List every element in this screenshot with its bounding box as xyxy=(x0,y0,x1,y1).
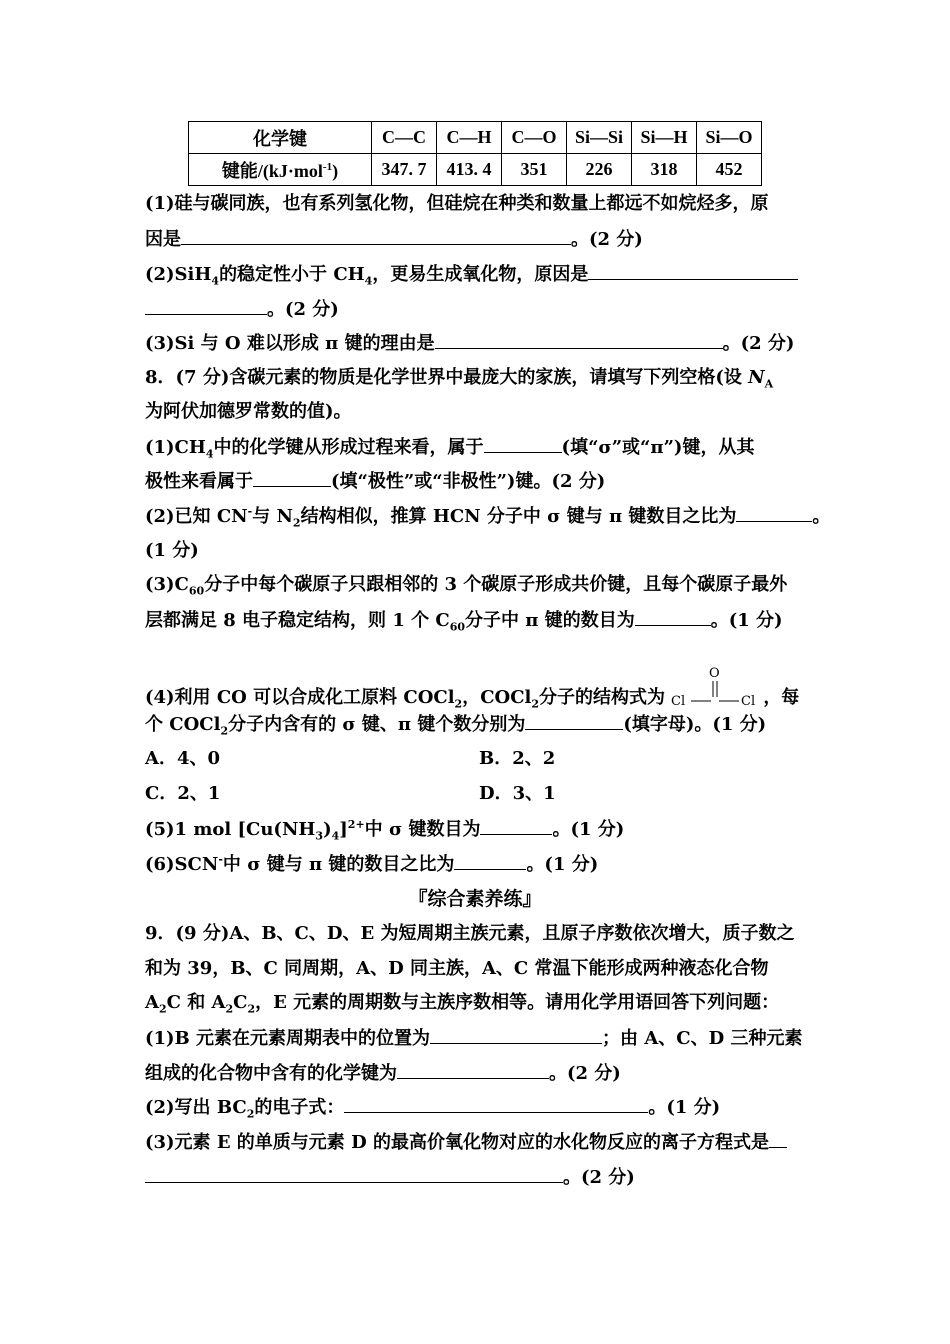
text: 与 N xyxy=(252,506,293,527)
answer-blank[interactable] xyxy=(769,1131,787,1148)
text: ，每 xyxy=(763,687,800,708)
answer-blank[interactable] xyxy=(397,1062,549,1079)
text: 分子内含有的 σ 键、π 键个数分别为 xyxy=(228,714,526,735)
table-cell: Si—Si xyxy=(567,122,632,154)
text: (5)1 mol [Cu(NH xyxy=(145,819,316,840)
text: 中的化学键从形成过程来看，属于 xyxy=(213,437,484,458)
text: (1 分) xyxy=(145,540,199,561)
text: N xyxy=(748,367,765,388)
subscript: 3 xyxy=(315,829,324,843)
text: 中 σ 键与 π 键的数目之比为 xyxy=(222,854,455,875)
subscript: 2 xyxy=(246,1107,255,1121)
text: 分子中每个碳原子只跟相邻的 3 个碳原子形成共价键，且每个碳原子最外 xyxy=(204,574,788,595)
table-cell: Si—H xyxy=(632,122,697,154)
subscript: 60 xyxy=(188,584,205,598)
text: ；由 A、C、D 三种元素 xyxy=(602,1028,803,1049)
question-line xyxy=(145,332,794,355)
cocl2-structure-diagram xyxy=(671,666,763,718)
text: (2)已知 CN xyxy=(145,506,248,527)
text: (1)硅与碳同族，也有系列氢化物，但硅烷在种类和数量上都远不如烷烃多，原 xyxy=(145,193,769,214)
question-line xyxy=(145,367,773,389)
bond-energy-table xyxy=(188,121,762,186)
table-cell: 226 xyxy=(567,154,632,186)
text: (3)Si 与 O 难以形成 π 键的理由是 xyxy=(145,333,435,354)
text: 。(1 分) xyxy=(710,610,783,631)
text: 和为 39，B、C 同周期，A、D 同主族，A、C 常温下能形成两种液态化合物 xyxy=(145,958,769,979)
text: 。(2 分) xyxy=(549,1063,621,1084)
subscript: 4 xyxy=(331,829,340,843)
table-cell: 413. 4 xyxy=(437,154,502,186)
text: 的电子式： xyxy=(254,1097,345,1118)
text: 。(1 分) xyxy=(552,819,625,840)
text: (3)元素 E 的单质与元素 D 的最高价氧化物对应的水化物反应的离子方程式是 xyxy=(145,1132,769,1153)
answer-blank[interactable] xyxy=(736,505,812,522)
question-line xyxy=(145,1166,635,1189)
subscript: A xyxy=(764,377,774,391)
subscript: 2 xyxy=(292,516,301,530)
question-line xyxy=(145,1027,802,1050)
text: (6)SCN xyxy=(145,854,219,875)
answer-blank[interactable] xyxy=(430,1027,602,1044)
text: ，更易生成氧化物，原因是 xyxy=(372,264,589,285)
question-line xyxy=(145,574,787,596)
subscript: 2 xyxy=(247,1002,256,1016)
text: 8．(7 分)含碳元素的物质是化学世界中最庞大的家族，请填写下列空格(设 xyxy=(145,367,749,388)
question-line xyxy=(145,666,800,718)
question-line xyxy=(145,1096,720,1119)
text: (4)利用 CO 可以合成化工原料 COCl xyxy=(145,687,455,708)
table-header-cell: 化学键 xyxy=(189,122,372,154)
text: 结构相似，推算 HCN 分子中 σ 键与 π 键数目之比为 xyxy=(300,506,737,527)
answer-blank[interactable] xyxy=(344,1096,648,1113)
text: 。(2 分) xyxy=(267,299,339,320)
text: ] xyxy=(339,819,348,840)
question-line xyxy=(145,228,643,251)
table-cell: C—C xyxy=(372,122,437,154)
text: 。(2 分) xyxy=(722,333,795,354)
text: (填字母)。(1 分) xyxy=(623,714,767,735)
text: 。(2 分) xyxy=(563,1167,635,1188)
question-line xyxy=(145,923,794,945)
table-cell: C—H xyxy=(437,122,502,154)
text: (3)C xyxy=(145,574,189,595)
answer-blank[interactable] xyxy=(454,853,526,870)
subscript: 2 xyxy=(220,724,229,738)
superscript: -1 xyxy=(322,160,333,173)
subscript: 2 xyxy=(225,1002,234,1016)
table-row xyxy=(189,122,762,154)
question-line xyxy=(145,818,624,841)
text: 的稳定性小于 CH xyxy=(219,264,365,285)
text: (2)写出 BC xyxy=(145,1097,247,1118)
label-text: 键能/(kJ·mol xyxy=(221,160,323,181)
section-title: 『综合素养练』 xyxy=(408,888,542,910)
subscript: 4 xyxy=(205,447,214,461)
text: 分子的结构式为 xyxy=(539,687,666,708)
question-line xyxy=(145,298,339,321)
text: 个 COCl xyxy=(145,714,221,735)
answer-blank[interactable] xyxy=(484,436,562,453)
subscript: 2 xyxy=(531,697,540,711)
question-line xyxy=(145,713,766,736)
subscript: 4 xyxy=(364,274,373,288)
question-line xyxy=(145,401,352,423)
struct-oxygen: O xyxy=(709,666,720,681)
question-line xyxy=(145,992,779,1014)
table-cell: 318 xyxy=(632,154,697,186)
answer-blank[interactable] xyxy=(525,713,623,730)
answer-blank[interactable] xyxy=(588,263,798,280)
subscript: 2 xyxy=(158,1002,167,1016)
text: (2)SiH xyxy=(145,264,212,285)
struct-chlorine-left: Cl xyxy=(671,694,686,709)
text: 因是 xyxy=(145,229,181,250)
text: A xyxy=(145,992,159,1013)
question-line xyxy=(145,263,798,286)
table-cell: Si—O xyxy=(697,122,762,154)
superscript: 2+ xyxy=(347,818,365,831)
table-cell: C—O xyxy=(502,122,567,154)
text: (1)CH xyxy=(145,437,206,458)
question-line xyxy=(145,470,605,493)
text: C xyxy=(233,992,248,1013)
option-d[interactable]: D．3、1 xyxy=(479,783,556,804)
text: ，E 元素的周期数与主族序数相等。请用化学用语回答下列问题： xyxy=(255,992,780,1013)
text: (填“σ”或“π”)键，从其 xyxy=(561,437,755,458)
option-c[interactable]: C．2、1 xyxy=(145,783,221,804)
answer-blank[interactable] xyxy=(181,228,571,245)
struct-chlorine-right: Cl xyxy=(741,694,756,709)
subscript: 2 xyxy=(454,697,463,711)
answer-blank[interactable] xyxy=(480,818,552,835)
superscript: - xyxy=(218,853,223,866)
text: 分子中 π 键的数目为 xyxy=(465,610,635,631)
text: ) xyxy=(323,819,332,840)
question-line xyxy=(145,609,783,632)
question-line xyxy=(145,958,769,980)
text: 。(1 分) xyxy=(526,854,599,875)
table-row xyxy=(189,154,762,186)
text: 。 xyxy=(812,506,831,527)
text: 9．(9 分)A、B、C、D、E 为短周期主族元素，且原子序数依次增大，质子数之 xyxy=(145,923,795,944)
text: 极性来看属于 xyxy=(145,471,253,492)
question-line xyxy=(145,853,598,876)
answer-blank[interactable] xyxy=(145,1166,563,1183)
question-line xyxy=(145,1131,787,1154)
text: 。(2 分) xyxy=(571,229,643,250)
text: (填“极性”或“非极性”)键。(2 分) xyxy=(331,471,606,492)
option-b[interactable]: B．2、2 xyxy=(479,748,556,769)
question-line xyxy=(145,505,830,528)
answer-blank[interactable] xyxy=(145,298,267,315)
table-cell: 347. 7 xyxy=(372,154,437,186)
text: ，COCl xyxy=(462,687,532,708)
question-line xyxy=(145,436,754,459)
text: C 和 A xyxy=(166,992,226,1013)
text: 。(1 分) xyxy=(648,1097,721,1118)
superscript: - xyxy=(247,505,253,518)
question-line xyxy=(145,193,769,215)
text: 组成的化合物中含有的化学键为 xyxy=(145,1063,397,1084)
table-header-cell xyxy=(189,154,372,186)
answer-blank[interactable] xyxy=(635,609,711,626)
text: (1)B 元素在元素周期表中的位置为 xyxy=(145,1028,431,1049)
question-line xyxy=(145,540,199,562)
subscript: 4 xyxy=(211,274,220,288)
text: 中 σ 键数目为 xyxy=(364,819,481,840)
table-cell: 351 xyxy=(502,154,567,186)
label-text: ) xyxy=(332,160,339,181)
question-line xyxy=(145,1062,621,1085)
subscript: 60 xyxy=(449,620,466,634)
option-a[interactable]: A．4、0 xyxy=(145,748,221,769)
text: 为阿伏加德罗常数的值)。 xyxy=(145,401,352,422)
answer-blank[interactable] xyxy=(253,470,331,487)
text: 层都满足 8 电子稳定结构，则 1 个 C xyxy=(145,610,450,631)
answer-blank[interactable] xyxy=(435,332,723,349)
table-cell: 452 xyxy=(697,154,762,186)
